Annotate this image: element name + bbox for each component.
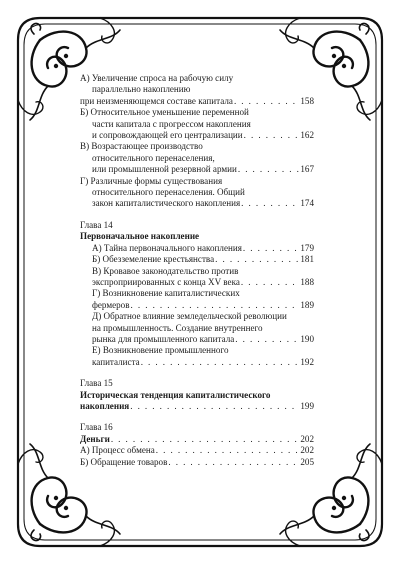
toc-chapter-15: [80, 378, 314, 412]
toc-page-number: 167: [300, 164, 314, 175]
toc-entry-text: относительного перенаселения,: [92, 152, 215, 163]
toc-page-number: 205: [300, 456, 314, 467]
toc-entry[interactable]: [80, 96, 314, 107]
chapter-title-continued[interactable]: [80, 401, 314, 412]
dot-leader: [141, 357, 300, 368]
toc-entry[interactable]: [80, 130, 314, 141]
chapter-number-text: Глава 16: [80, 422, 113, 433]
toc-chapter-14: [80, 220, 314, 368]
chapter-number: [80, 378, 314, 389]
table-of-contents: [80, 73, 314, 468]
toc-entry-text: А) Процесс обмена: [80, 445, 155, 456]
toc-entry-text: и сопровождающей его централизации: [92, 130, 243, 141]
toc-entry-text: экспроприированных с конца XV века: [92, 276, 240, 287]
chapter-number-text: Глава 15: [80, 378, 113, 389]
toc-entry[interactable]: [80, 153, 314, 164]
dot-leader: [215, 254, 299, 265]
toc-entry-text: Б) Обращение товаров: [80, 456, 168, 467]
toc-entry[interactable]: [80, 73, 314, 84]
toc-page-number: 162: [300, 130, 314, 141]
chapter-title[interactable]: [80, 390, 314, 401]
toc-entry-text: Б) Относительное уменьшение переменной: [80, 107, 249, 118]
toc-entry[interactable]: [80, 164, 314, 175]
toc-page-number: 202: [300, 445, 314, 456]
toc-page-number: 179: [300, 242, 314, 253]
chapter-title-text: накопления: [80, 400, 130, 411]
toc-entry[interactable]: [80, 266, 314, 277]
toc-entry[interactable]: [80, 277, 314, 288]
dot-leader: [235, 334, 299, 345]
toc-entry[interactable]: [80, 107, 314, 118]
toc-entry[interactable]: [80, 198, 314, 209]
dot-leader: [244, 130, 300, 141]
toc-entry-text: Д) Обратное влияние земледельческой революции: [92, 311, 287, 322]
dot-leader: [156, 445, 300, 456]
toc-entry-text: закон капиталистического накопления: [92, 198, 241, 209]
chapter-title-text: Историческая тенденция капиталистического: [80, 389, 271, 400]
toc-entry[interactable]: [80, 457, 314, 468]
toc-entry-text: Г) Различные формы существования: [80, 175, 223, 186]
dot-leader: [234, 96, 299, 107]
toc-entry-text: Б) Обезземеление крестьянства: [92, 254, 215, 265]
chapter-title-text: Первоначальное накопление: [80, 231, 200, 242]
dot-leader: [241, 277, 299, 288]
toc-page-number: 181: [300, 254, 314, 265]
toc-page-number: 189: [300, 299, 314, 310]
toc-entry[interactable]: [80, 119, 314, 130]
toc-entry[interactable]: [80, 311, 314, 322]
toc-entry-text: при неизменяющемся составе капитала: [80, 95, 233, 106]
toc-entry[interactable]: [80, 357, 314, 368]
toc-entry[interactable]: [80, 141, 314, 152]
chapter-number: [80, 220, 314, 231]
toc-entry-text: А) Увеличение спроса на рабочую силу: [80, 73, 234, 83]
toc-page-number: 192: [300, 356, 314, 367]
toc-section-continued: [80, 73, 314, 210]
toc-entry-text: рынка для промышленного капитала: [92, 333, 235, 344]
dot-leader: [111, 434, 300, 445]
toc-entry[interactable]: [80, 84, 314, 95]
toc-entry[interactable]: [80, 176, 314, 187]
chapter-title-text: Деньги: [80, 433, 110, 444]
toc-entry[interactable]: [80, 323, 314, 334]
toc-entry-text: капиталиста: [92, 356, 140, 367]
toc-page-number: 158: [300, 95, 314, 106]
toc-page-number: 199: [300, 400, 314, 411]
toc-entry[interactable]: [80, 288, 314, 299]
dot-leader: [168, 457, 299, 468]
toc-entry-text: Г) Возникновение капиталистических: [92, 288, 240, 299]
chapter-number: [80, 422, 314, 433]
toc-chapter-16: [80, 422, 314, 468]
toc-entry[interactable]: [80, 345, 314, 356]
toc-entry-text: А) Тайна первоначального накопления: [92, 242, 242, 253]
toc-entry-text: Е) Возникновение промышленного: [92, 345, 229, 356]
toc-entry-text: фермеров: [92, 299, 130, 310]
toc-entry-text: на промышленность. Создание внутреннего: [92, 322, 263, 333]
toc-entry[interactable]: [80, 254, 314, 265]
toc-entry[interactable]: [80, 445, 314, 456]
toc-page-number: 188: [300, 276, 314, 287]
toc-entry[interactable]: [80, 334, 314, 345]
dot-leader: [241, 198, 299, 209]
toc-entry-text: относительного перенаселения. Общий: [92, 187, 245, 198]
toc-entry-text: параллельно накоплению: [92, 84, 191, 95]
chapter-title[interactable]: [80, 434, 314, 445]
chapter-number-text: Глава 14: [80, 219, 113, 230]
toc-page-number: 174: [300, 198, 314, 209]
dot-leader: [238, 164, 300, 175]
toc-entry[interactable]: [80, 300, 314, 311]
toc-entry-text: части капитала с прогрессом накопления: [92, 118, 251, 129]
dot-leader: [131, 300, 300, 311]
toc-entry-text: или промышленной резервной армии: [92, 164, 237, 175]
toc-page-number: 202: [300, 433, 314, 444]
toc-page-number: 190: [300, 333, 314, 344]
toc-entry-text: В) Возрастающее производство: [80, 141, 203, 152]
toc-entry-text: В) Кровавое законодательство против: [92, 265, 239, 276]
dot-leader: [130, 401, 299, 412]
toc-entry[interactable]: [80, 243, 314, 254]
chapter-title[interactable]: [80, 231, 314, 242]
toc-entry[interactable]: [80, 187, 314, 198]
dot-leader: [243, 243, 299, 254]
